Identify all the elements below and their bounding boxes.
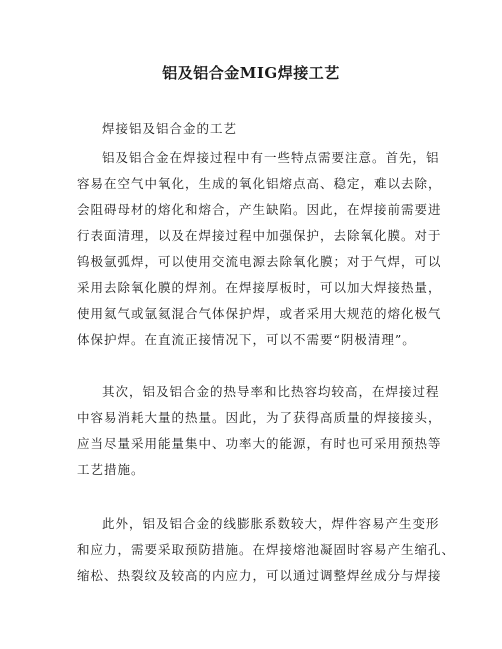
paragraph-1-line-5: 钨极氩弧焊，可以使用交流电源去除氧化膜；对于气焊，可以 [77,254,442,269]
paragraph-3-line-3: 缩松、热裂纹及较高的内应力，可以通过调整焊丝成分与焊接 [77,568,442,583]
section-heading: 焊接铝及铝合金的工艺 [102,121,238,136]
paragraph-1-line-8: 体保护焊。在直流正接情况下，可以不需要“阴极清理”。 [77,332,416,347]
paragraph-3-line-2: 和应力，需要采取预防措施。在焊接熔池凝固时容易产生缩孔、 [77,542,456,557]
paragraph-2-line-4: 工艺措施。 [77,462,145,477]
paragraph-1-line-6: 采用去除氧化膜的焊剂。在焊接厚板时，可以加大焊接热量， [77,280,442,295]
document-title: 铝及铝合金MIG焊接工艺 [162,64,340,82]
paragraph-1-line-1: 铝及铝合金在焊接过程中有一些特点需要注意。首先，铝 [102,150,440,165]
paragraph-2-line-3: 应当尽量采用能量集中、功率大的能源，有时也可采用预热等 [77,436,442,451]
paragraph-2-line-1: 其次，铝及铝合金的热导率和比热容均较高，在焊接过程 [102,384,440,399]
paragraph-2-line-2: 中容易消耗大量的热量。因此，为了获得高质量的焊接接头， [77,410,442,425]
paragraph-3-line-1: 此外，铝及铝合金的线膨胀系数较大，焊件容易产生变形 [102,516,440,531]
paragraph-1-line-2: 容易在空气中氧化，生成的氧化铝熔点高、稳定，难以去除， [77,176,442,191]
paragraph-1-line-3: 会阻碍母材的熔化和熔合，产生缺陷。因此，在焊接前需要进 [77,202,442,217]
paragraph-1-line-4: 行表面清理，以及在焊接过程中加强保护，去除氧化膜。对于 [77,228,442,243]
paragraph-1-line-7: 使用氦气或氩氦混合气体保护焊，或者采用大规范的熔化极气 [77,306,442,321]
